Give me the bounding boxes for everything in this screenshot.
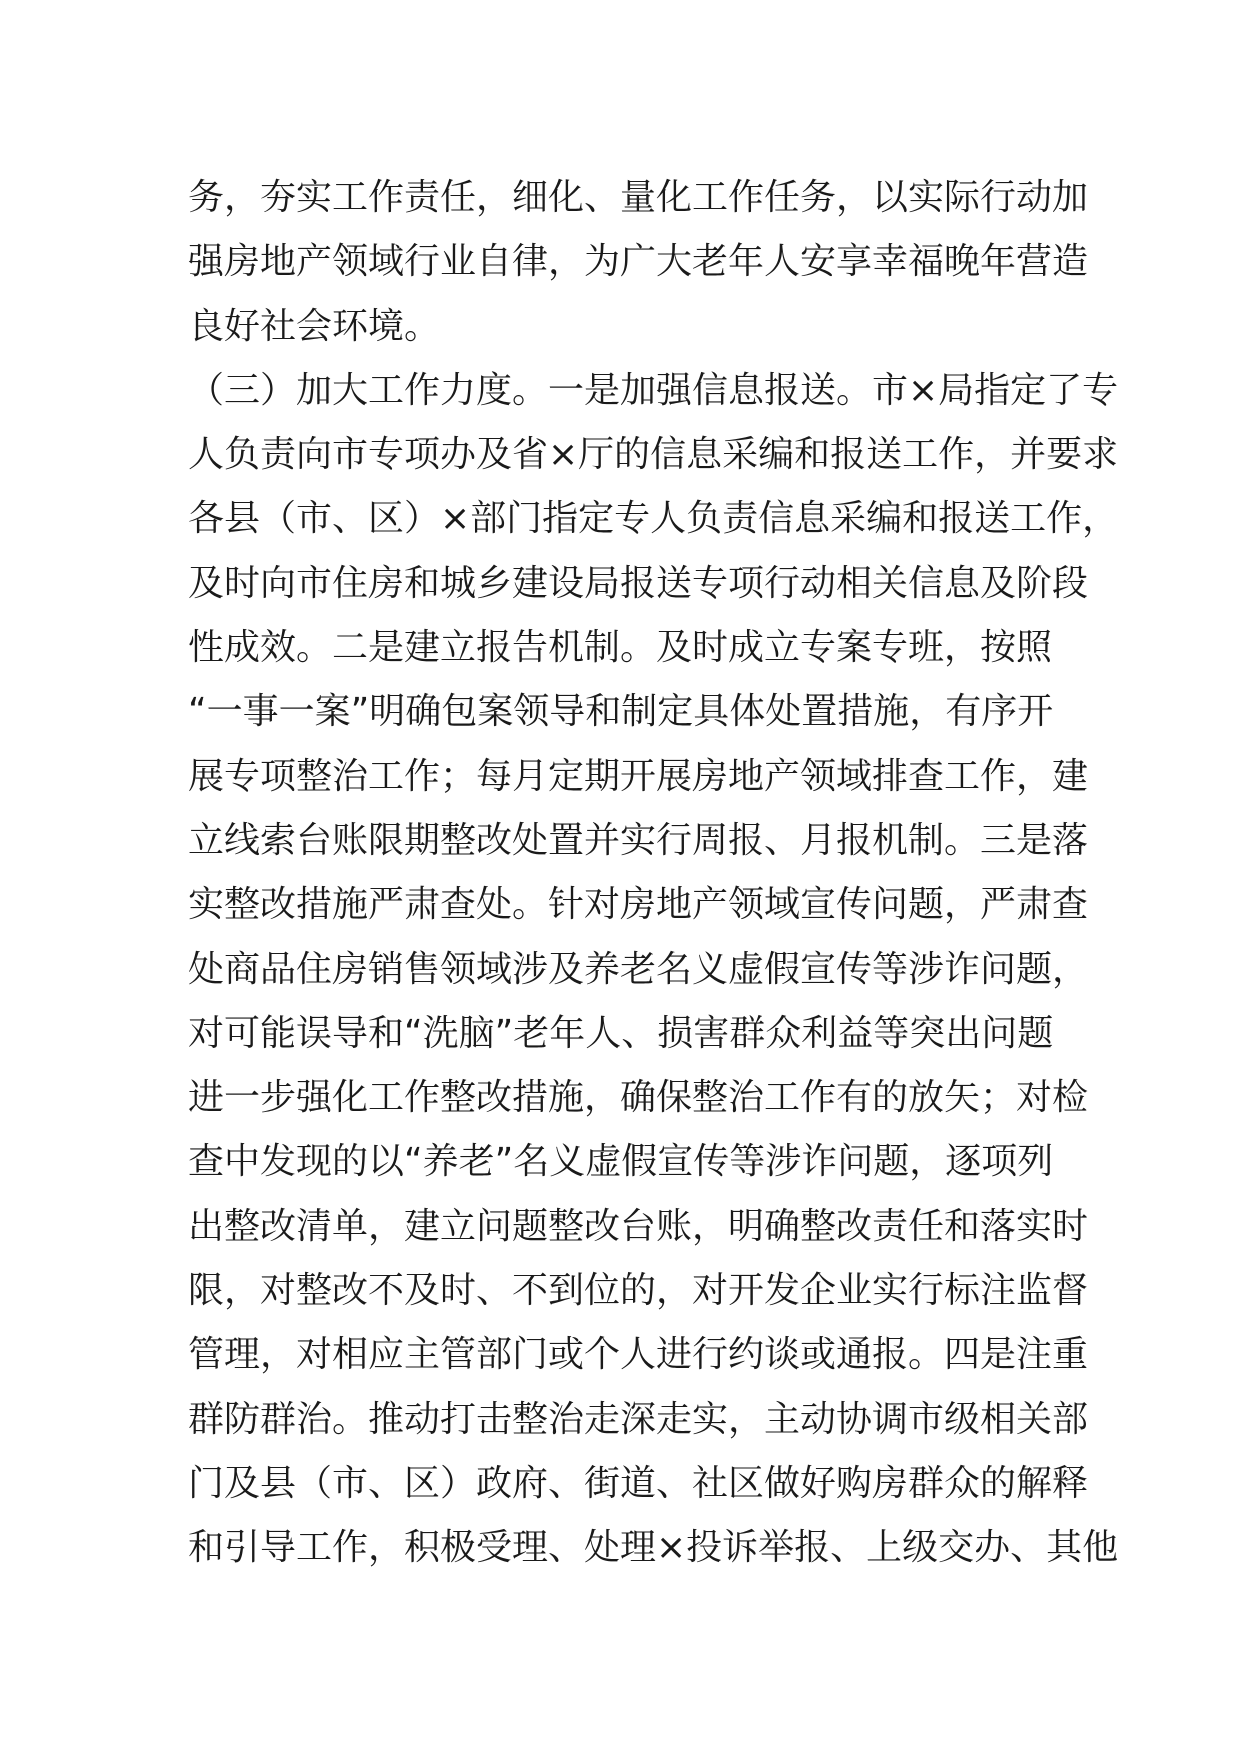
text-line: 出整改清单，建立问题整改台账，明确整改责任和落实时 xyxy=(188,1205,1089,1247)
text-line: 处商品住房销售领域涉及养老名义虚假宣传等涉诈问题， xyxy=(188,948,1089,990)
text-line: 和引导工作，积极受理、处理×投诉举报、上级交办、其他 xyxy=(188,1527,1119,1569)
text-line: 各县（市、区）×部门指定专人负责信息采编和报送工作， xyxy=(188,498,1119,540)
text-line: 立线索台账限期整改处置并实行周报、月报机制。三是落 xyxy=(188,819,1089,861)
text-line: 良好社会环境。 xyxy=(188,305,441,347)
text-line: 实整改措施严肃查处。针对房地产领域宣传问题，严肃查 xyxy=(188,884,1089,926)
text-line: 务，夯实工作责任，细化、量化工作任务，以实际行动加 xyxy=(188,177,1089,218)
text-line: 查中发现的以“养老”名义虚假宣传等涉诈问题，逐项列 xyxy=(188,1141,1054,1183)
text-line: 进一步强化工作整改措施，确保整治工作有的放矢；对检 xyxy=(188,1077,1089,1119)
text-line: 限，对整改不及时、不到位的，对开发企业实行标注监督 xyxy=(188,1270,1089,1312)
section-heading-line: （三）加大工作力度。一是加强信息报送。市×局指定了专 xyxy=(188,369,1119,411)
text-line: 强房地产领域行业自律，为广大老年人安享幸福晚年营造 xyxy=(188,241,1089,283)
text-line: 人负责向市专项办及省×厅的信息采编和报送工作，并要求 xyxy=(188,434,1119,476)
text-line: 及时向市住房和城乡建设局报送专项行动相关信息及阶段 xyxy=(188,562,1089,604)
text-line: 群防群治。推动打击整治走深走实，主动协调市级相关部 xyxy=(188,1398,1089,1440)
text-line: 展专项整治工作；每月定期开展房地产领域排查工作，建 xyxy=(188,755,1089,797)
body-text xyxy=(188,166,1119,1581)
text-line: 管理，对相应主管部门或个人进行约谈或通报。四是注重 xyxy=(188,1334,1089,1376)
text-line: 门及县（市、区）政府、街道、社区做好购房群众的解释 xyxy=(188,1462,1089,1504)
text-line: 性成效。二是建立报告机制。及时成立专案专班，按照 xyxy=(188,627,1053,669)
text-line: 对可能误导和“洗脑”老年人、损害群众利益等突出问题 xyxy=(188,1012,1054,1054)
text-line: “一事一案”明确包案领导和制定具体处置措施，有序开 xyxy=(188,691,1054,733)
